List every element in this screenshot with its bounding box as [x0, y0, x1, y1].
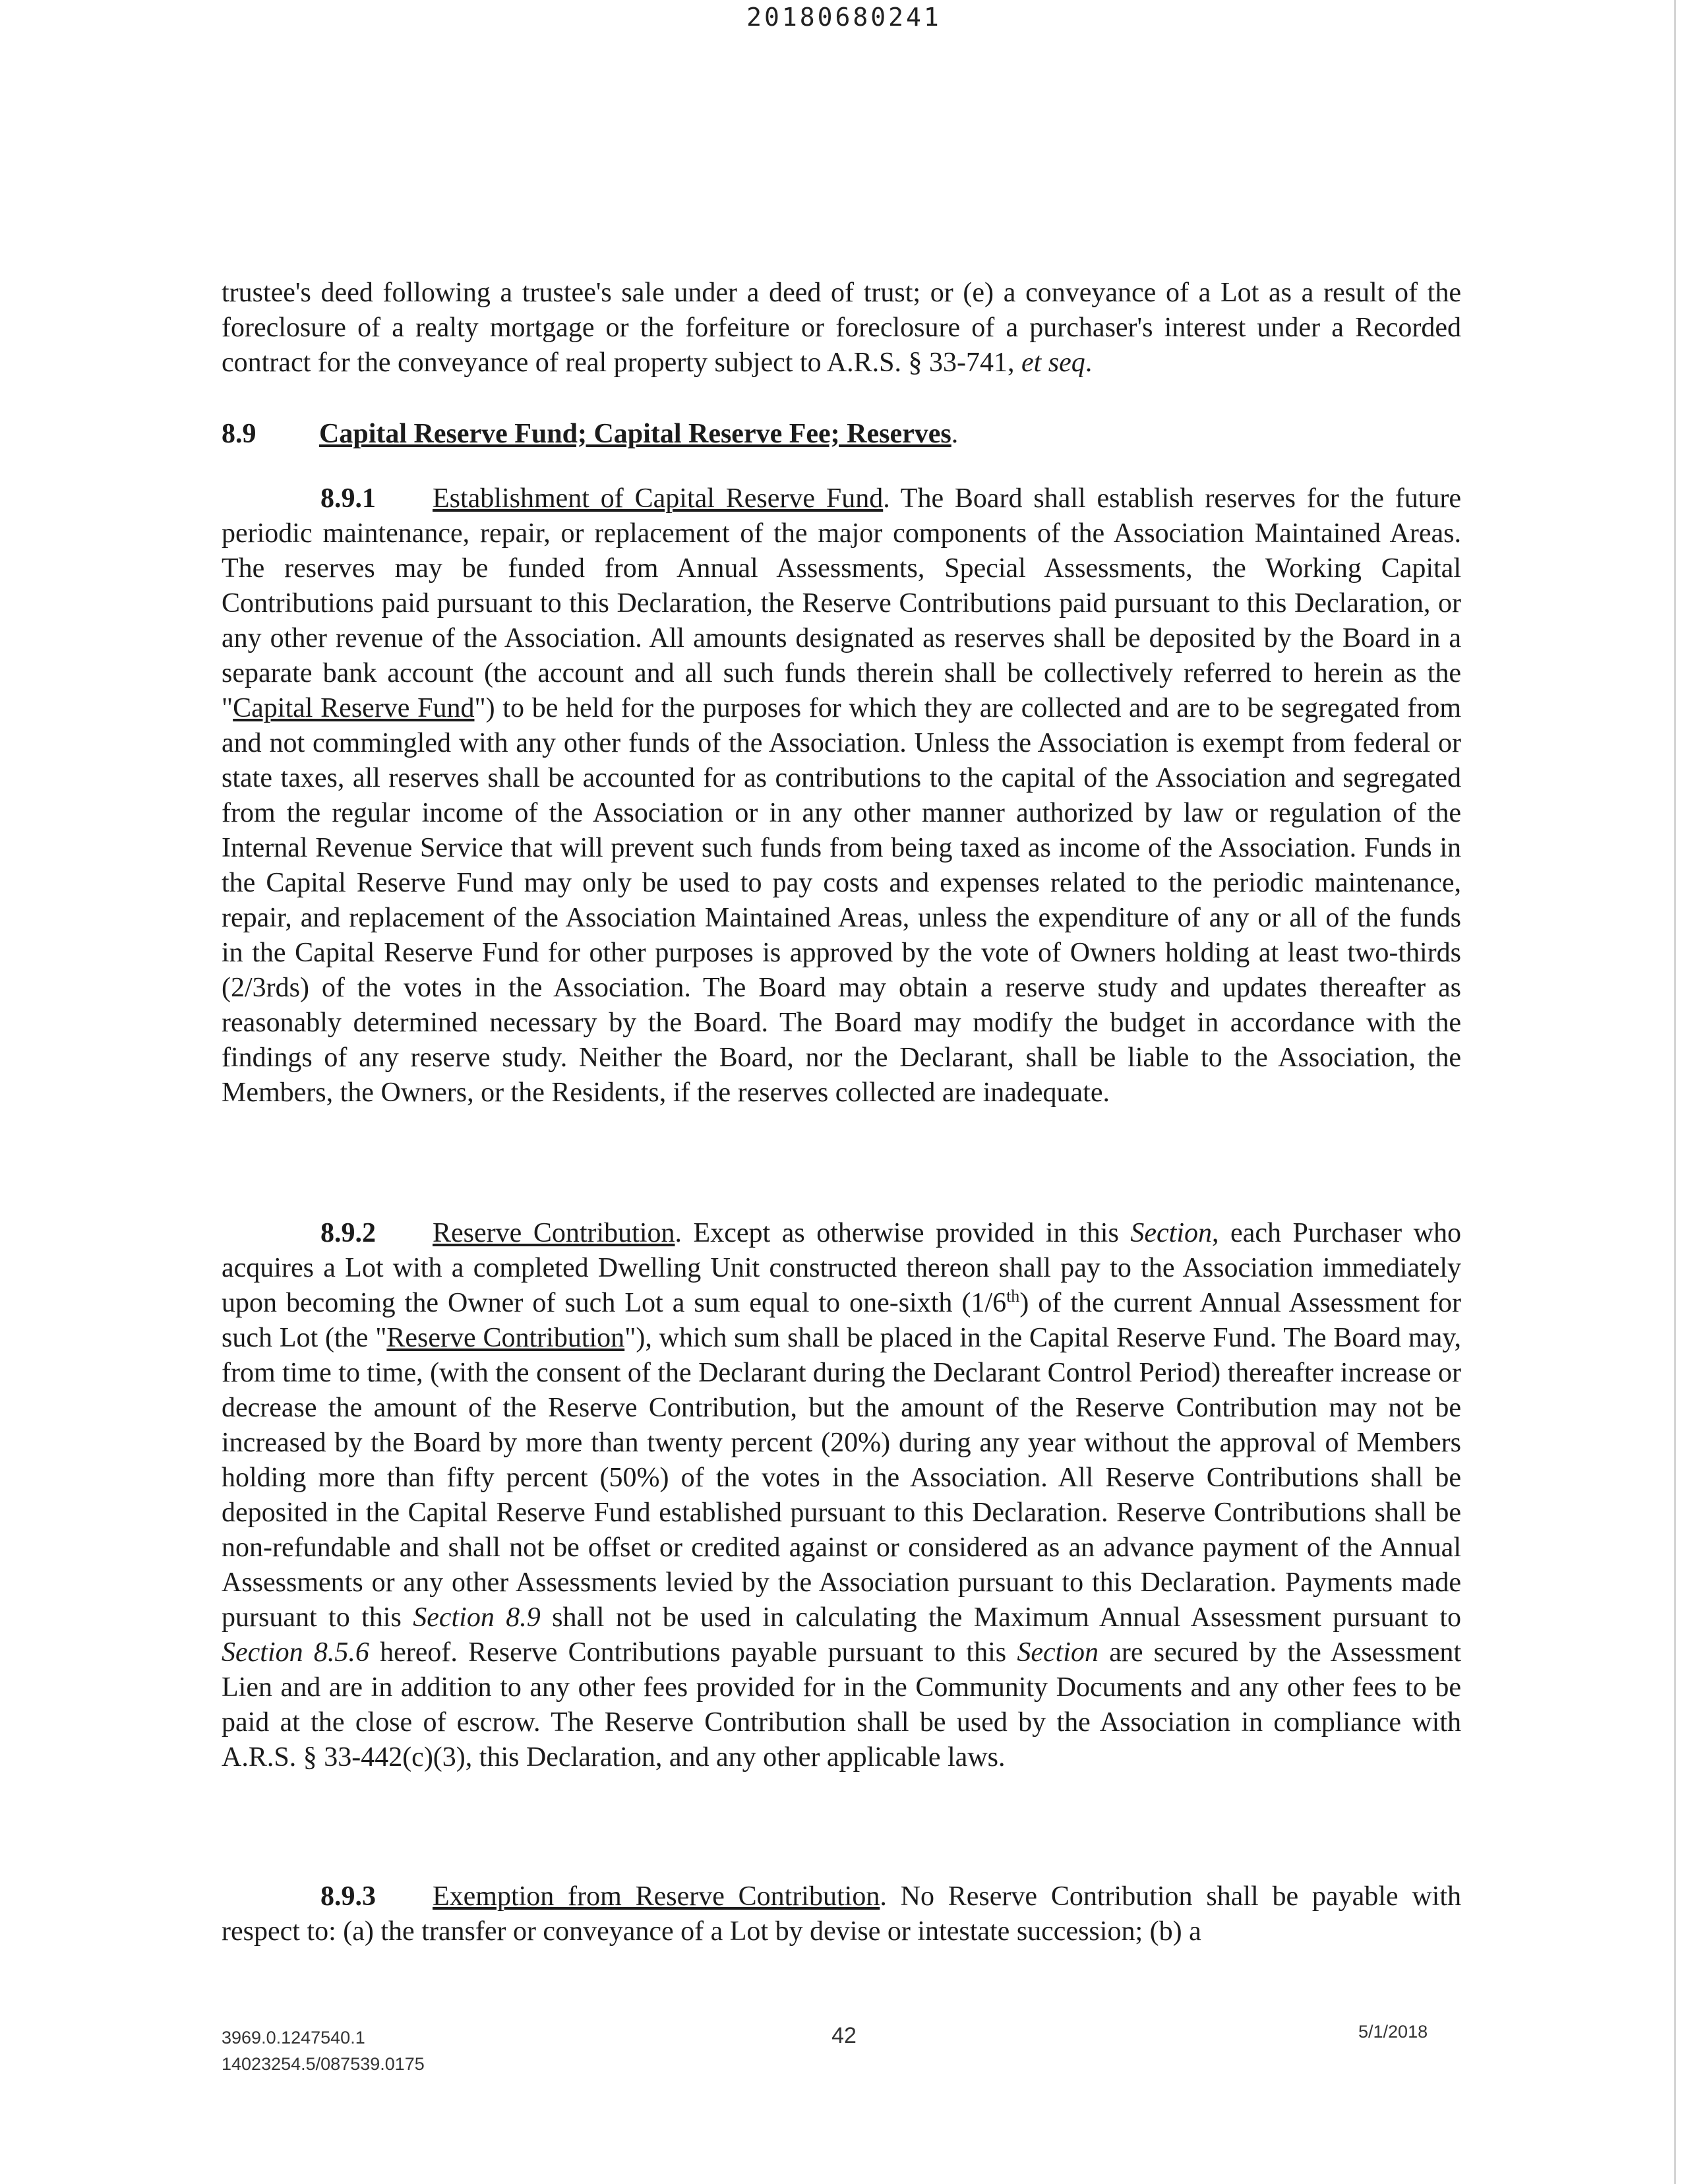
defined-term: Capital Reserve Fund: [233, 693, 475, 723]
superscript: th: [1006, 1287, 1020, 1306]
subsection-number: 8.9.3: [320, 1881, 376, 1912]
continued-paragraph: [222, 276, 1461, 380]
footer-doc-id-2: 14023254.5/087539.0175: [222, 2054, 425, 2074]
page-number: 42: [831, 2023, 857, 2048]
text-run: .: [1085, 348, 1093, 378]
text-run: are secured by the Assessment Lien and are in addition to any other fees provided for in the Community Documents and any other fees to be paid at the close of escrow. The Reserve Contribution shall be used by the Association in compliance with A.R.S. § 33-442(c)(3), this Declaration, and any other applicable laws.: [222, 1637, 1461, 1773]
text-run: hereof. Reserve Contributions payable pursuant to this: [369, 1637, 1017, 1668]
section-heading-8-9: [222, 417, 958, 452]
text-run: shall not be used in calculating the Maximum Annual Assessment pursuant to: [540, 1602, 1462, 1633]
scan-edge-line: [1674, 0, 1676, 2184]
subsection-title: Reserve Contribution: [433, 1218, 675, 1248]
italic-term: Section 8.5.6: [222, 1637, 369, 1668]
paragraph-8-9-2: [222, 1216, 1461, 1775]
recording-number: 20180680241: [746, 3, 942, 32]
subsection-number: 8.9.2: [320, 1218, 376, 1248]
footer-date: 5/1/2018: [1358, 2022, 1428, 2042]
defined-term: Reserve Contribution: [386, 1323, 625, 1353]
paragraph-8-9-3: [222, 1879, 1461, 1949]
text-run: trustee's deed following a trustee's sale under a deed of trust; or (e) a conveyance of a Lot as a result of the foreclosure of a realty mortgage or the forfeiture or foreclosure of a purchaser's interest under a Recorded contract for the conveyance of real property subject to A.R.S. § 33-741,: [222, 278, 1461, 378]
text-run: , each Purchaser who acquires a Lot with a completed Dwelling Unit constructed thereon shall pay to the Association immediately upon becoming the Owner of such Lot a sum equal to one-sixth (1/6: [222, 1218, 1462, 1318]
italic-term: Section: [1130, 1218, 1212, 1248]
section-title: Capital Reserve Fund; Capital Reserve Fee; Reserves: [319, 419, 951, 449]
text-run: . The Board shall establish reserves for the future periodic maintenance, repair, or replacement of the major components of the Association Maintained Areas. The reserves may be funded from Annual Assessments, Special Assessments, the Working Capital Contributions paid pursuant to this Declaration, the Reserve Contributions paid pursuant to this Declaration, or any other revenue of the Association. All amounts designated as reserves shall be deposited by the Board in a separate bank account (the account and all such funds therein shall be collectively referred to herein as the ": [222, 483, 1462, 723]
subsection-number: 8.9.1: [320, 483, 376, 514]
paragraph-8-9-1: [222, 481, 1461, 1110]
text-run: . No Reserve Contribution shall be payable with respect to: (a) the transfer or conveyance of a Lot by devise or intestate succession; (b) a: [222, 1881, 1461, 1947]
text-run: ") to be held for the purposes for which they are collected and are to be segregated from and not commingled with any other funds of the Association. Unless the Association is exempt from federal or state taxes, all reserves shall be accounted for as contributions to the capital of the Association and segregated from the regular income of the Association or in any other manner authorized by law or regulation of the Internal Revenue Service that will prevent such funds from being taxed as income of the Association. Funds in the Capital Reserve Fund may only be used to pay costs and expenses related to the periodic maintenance, repair, and replacement of the Association Maintained Areas, unless the expenditure of any or all of the funds in the Capital Reserve Fund for other purposes is approved by the vote of Owners holding at least two-thirds (2/3rds) of the votes in the Association. The Board may obtain a reserve study and updates thereafter as reasonably determined necessary by the Board. The Board may modify the budget in accordance with the findings of any reserve study. Neither the Board, nor the Declarant, shall be liable to the Association, the Members, the Owners, or the Residents, if the reserves collected are inadequate.: [222, 693, 1461, 1108]
subsection-title: Establishment of Capital Reserve Fund: [433, 483, 884, 514]
footer-doc-id-1: 3969.0.1247540.1: [222, 2028, 365, 2048]
text-run: "), which sum shall be placed in the Capital Reserve Fund. The Board may, from time to time, (with the consent of the Declarant during the Declarant Control Period) thereafter increase or decrease the amount of the Reserve Contribution, but the amount of the Reserve Contribution may not be increased by the Board by more than twenty percent (20%) during any year without the approval of Members holding more than fifty percent (50%) of the votes in the Association. All Reserve Contributions shall be deposited in the Capital Reserve Fund established pursuant to this Declaration. Reserve Contributions shall be non-refundable and shall not be offset or credited against or considered as an advance payment of the Annual Assessments or any other Assessments levied by the Association pursuant to this Declaration. Payments made pursuant to this: [222, 1323, 1461, 1633]
heading-period: .: [951, 419, 959, 449]
italic-term: Section 8.9: [413, 1602, 541, 1633]
text-run: ) of the current Annual Assessment for such Lot (the ": [222, 1288, 1461, 1353]
italic-term: Section: [1017, 1637, 1099, 1668]
section-number: 8.9: [222, 419, 256, 449]
italic-term: et seq: [1021, 348, 1085, 378]
footer-doc-ids: [222, 2024, 425, 2077]
text-run: . Except as otherwise provided in this: [675, 1218, 1131, 1248]
subsection-title: Exemption from Reserve Contribution: [433, 1881, 880, 1912]
